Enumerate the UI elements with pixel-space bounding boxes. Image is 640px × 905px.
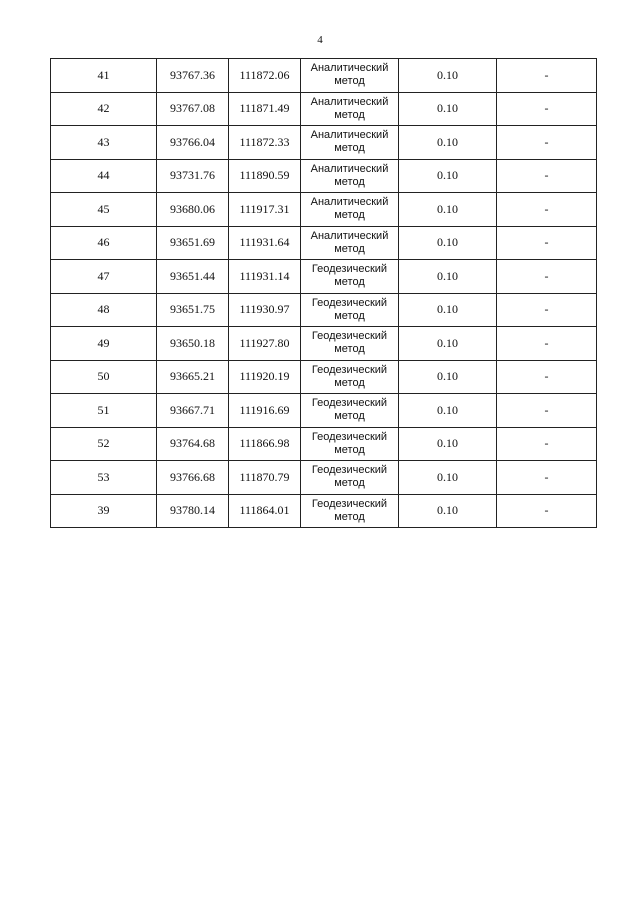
cell-y-coordinate: 111920.19 [229,360,301,394]
cell-note: - [497,226,597,260]
table-row [51,394,597,428]
table-row [51,494,597,528]
cell-method: Геодезический метод [301,360,399,394]
cell-x-coordinate: 93780.14 [157,494,229,528]
cell-note: - [497,461,597,495]
cell-accuracy: 0.10 [399,494,497,528]
cell-x-coordinate: 93667.71 [157,394,229,428]
table-row [51,159,597,193]
table-row [51,260,597,294]
cell-y-coordinate: 111871.49 [229,92,301,126]
cell-y-coordinate: 111864.01 [229,494,301,528]
cell-x-coordinate: 93680.06 [157,193,229,227]
table-row [51,327,597,361]
cell-note: - [497,293,597,327]
cell-point-number: 42 [51,92,157,126]
cell-x-coordinate: 93651.75 [157,293,229,327]
cell-note: - [497,59,597,93]
cell-accuracy: 0.10 [399,260,497,294]
cell-method: Аналитический метод [301,226,399,260]
cell-accuracy: 0.10 [399,126,497,160]
cell-accuracy: 0.10 [399,461,497,495]
table-row [51,59,597,93]
cell-method: Геодезический метод [301,461,399,495]
cell-point-number: 41 [51,59,157,93]
cell-method: Аналитический метод [301,193,399,227]
table-row [51,360,597,394]
cell-note: - [497,427,597,461]
cell-point-number: 52 [51,427,157,461]
cell-point-number: 43 [51,126,157,160]
table-row [51,92,597,126]
cell-point-number: 51 [51,394,157,428]
cell-method: Геодезический метод [301,293,399,327]
coordinates-table [50,58,597,528]
cell-x-coordinate: 93767.08 [157,92,229,126]
cell-method: Аналитический метод [301,159,399,193]
table-row [51,461,597,495]
cell-y-coordinate: 111931.64 [229,226,301,260]
cell-accuracy: 0.10 [399,427,497,461]
cell-method: Геодезический метод [301,260,399,294]
cell-point-number: 45 [51,193,157,227]
table-row [51,427,597,461]
cell-note: - [497,260,597,294]
cell-method: Геодезический метод [301,394,399,428]
cell-accuracy: 0.10 [399,394,497,428]
cell-point-number: 46 [51,226,157,260]
cell-note: - [497,193,597,227]
cell-accuracy: 0.10 [399,293,497,327]
cell-y-coordinate: 111866.98 [229,427,301,461]
cell-note: - [497,92,597,126]
cell-x-coordinate: 93764.68 [157,427,229,461]
cell-method: Аналитический метод [301,59,399,93]
cell-note: - [497,327,597,361]
table-row [51,126,597,160]
cell-point-number: 44 [51,159,157,193]
cell-y-coordinate: 111870.79 [229,461,301,495]
cell-x-coordinate: 93651.69 [157,226,229,260]
table-body [51,59,597,528]
cell-y-coordinate: 111916.69 [229,394,301,428]
cell-y-coordinate: 111930.97 [229,293,301,327]
cell-accuracy: 0.10 [399,92,497,126]
cell-method: Аналитический метод [301,126,399,160]
cell-point-number: 47 [51,260,157,294]
cell-y-coordinate: 111931.14 [229,260,301,294]
cell-accuracy: 0.10 [399,193,497,227]
cell-y-coordinate: 111890.59 [229,159,301,193]
cell-note: - [497,394,597,428]
cell-x-coordinate: 93767.36 [157,59,229,93]
cell-accuracy: 0.10 [399,59,497,93]
cell-method: Геодезический метод [301,494,399,528]
cell-note: - [497,126,597,160]
cell-y-coordinate: 111872.06 [229,59,301,93]
cell-accuracy: 0.10 [399,226,497,260]
cell-point-number: 49 [51,327,157,361]
table-row [51,226,597,260]
cell-note: - [497,494,597,528]
cell-x-coordinate: 93766.04 [157,126,229,160]
table-row [51,293,597,327]
table-row [51,193,597,227]
cell-x-coordinate: 93731.76 [157,159,229,193]
cell-point-number: 39 [51,494,157,528]
cell-accuracy: 0.10 [399,360,497,394]
cell-method: Геодезический метод [301,327,399,361]
page-number: 4 [317,34,323,46]
cell-point-number: 48 [51,293,157,327]
cell-x-coordinate: 93650.18 [157,327,229,361]
cell-method: Аналитический метод [301,92,399,126]
cell-x-coordinate: 93651.44 [157,260,229,294]
cell-accuracy: 0.10 [399,159,497,193]
cell-note: - [497,360,597,394]
cell-point-number: 50 [51,360,157,394]
cell-x-coordinate: 93766.68 [157,461,229,495]
cell-note: - [497,159,597,193]
cell-accuracy: 0.10 [399,327,497,361]
cell-y-coordinate: 111917.31 [229,193,301,227]
cell-point-number: 53 [51,461,157,495]
cell-y-coordinate: 111927.80 [229,327,301,361]
cell-method: Геодезический метод [301,427,399,461]
cell-x-coordinate: 93665.21 [157,360,229,394]
cell-y-coordinate: 111872.33 [229,126,301,160]
